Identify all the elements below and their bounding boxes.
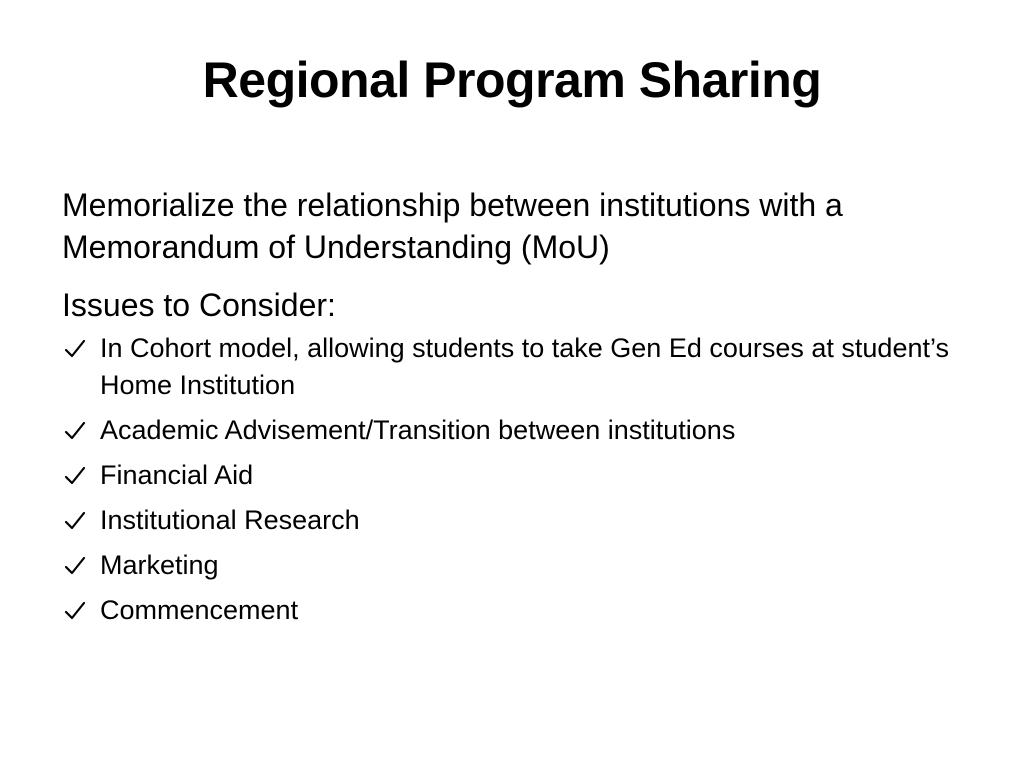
checkmark-icon [64,601,86,621]
checkmark-icon [64,421,86,441]
checkmark-icon [64,511,86,531]
list-item-text: Academic Advisement/Transition between institutions [100,415,736,445]
intro-text: Memorialize the relationship between institutions with a Memorandum of Understanding (MoU) [62,187,843,265]
list-item [62,502,962,539]
slide-body [62,184,962,637]
list-item [62,592,962,629]
checkmark-icon [64,339,86,359]
issues-heading: Issues to Consider: [62,287,336,323]
list-item [62,547,962,584]
slide-title: Regional Program Sharing [202,52,822,108]
list-item-text: Commencement [100,595,299,625]
list-item [62,330,962,404]
list-item [62,412,962,449]
checkmark-icon [64,466,86,486]
issues-list [62,330,962,629]
list-item-text: In Cohort model, allowing students to take Gen Ed courses at student’s Home Institution [100,333,949,400]
list-item-text: Marketing [100,550,219,580]
list-item-text: Institutional Research [100,505,360,535]
checkmark-icon [64,556,86,576]
list-item [62,457,962,494]
list-item-text: Financial Aid [100,460,254,490]
